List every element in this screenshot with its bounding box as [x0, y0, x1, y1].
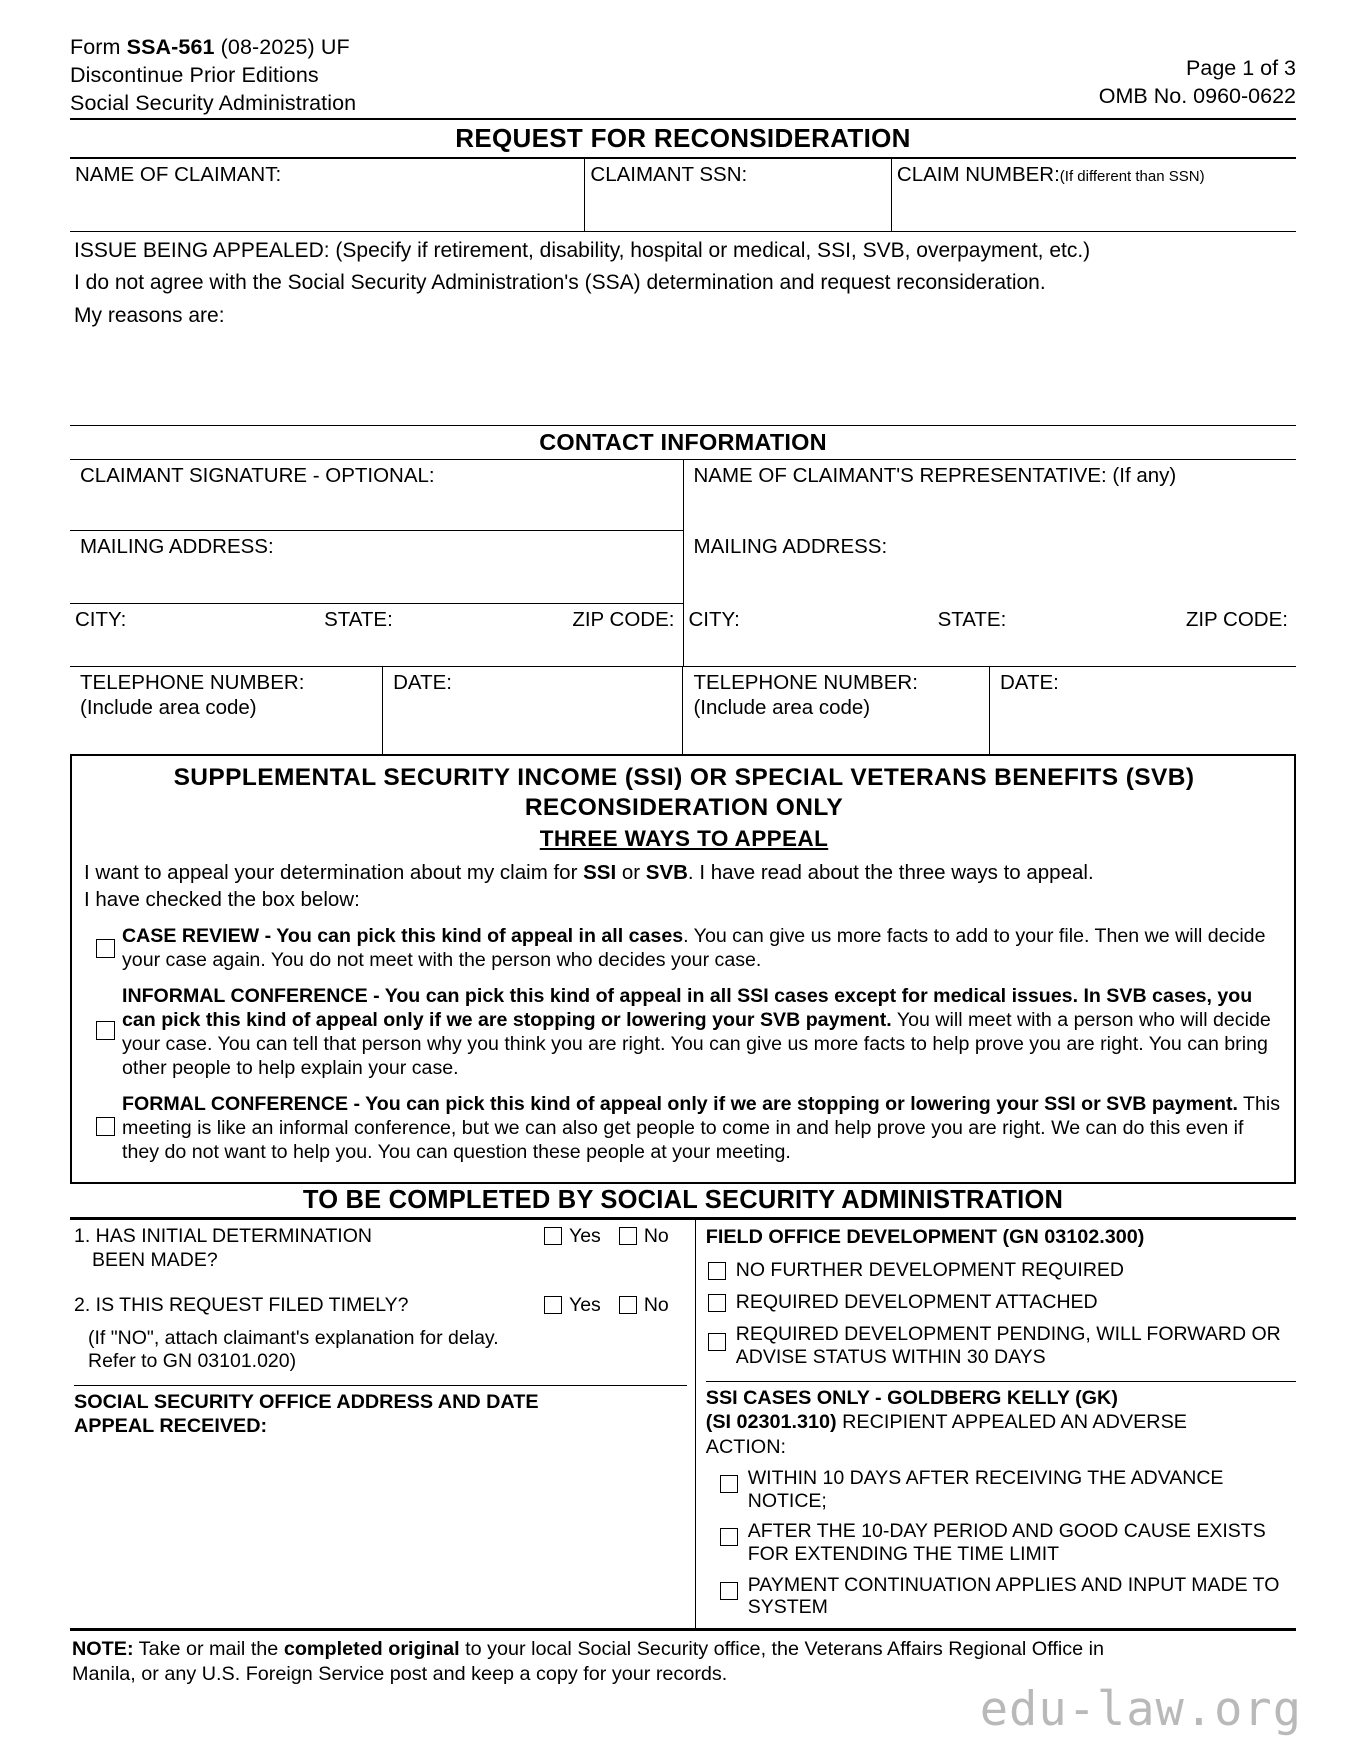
goldberg-kelly-heading	[706, 1382, 1296, 1460]
gk-title-line-3: ACTION:	[705, 1435, 786, 1458]
ssi-heading-line-2: RECONSIDERATION ONLY	[524, 794, 844, 822]
agency-line: Social Security Administration	[70, 90, 357, 115]
question-1-no-label: No	[643, 1225, 669, 1248]
delay-note-line-1: (If "NO", attach claimant's explanation for delay.	[88, 1326, 499, 1349]
claimant-city-state-zip-field[interactable]	[70, 604, 683, 666]
footer-note-line-1	[72, 1637, 1296, 1662]
no-further-development-checkbox[interactable]	[708, 1262, 726, 1280]
question-2-no-label: No	[643, 1294, 669, 1317]
claimant-name-field[interactable]	[70, 159, 585, 231]
gk-after-10-days-label: AFTER THE 10-DAY PERIOD AND GOOD CAUSE EXISTS FOR EXTENDING THE TIME LIMIT	[747, 1520, 1266, 1566]
identity-table	[70, 159, 1296, 231]
page-number: Page 1 of 3	[1186, 56, 1296, 80]
case-review-checkbox[interactable]	[96, 939, 115, 958]
field-office-development-title: FIELD OFFICE DEVELOPMENT (GN 03102.300)	[705, 1226, 1145, 1249]
formal-conference-checkbox[interactable]	[96, 1117, 115, 1136]
claim-number-note: (If different than SSN)	[1059, 167, 1205, 185]
ssi-intro-b: . I have read about the three ways to appeal.	[687, 861, 1094, 885]
issue-line-2: I do not agree with the Social Security Administration's (SSA) determination and request reconsideration.	[74, 271, 1046, 295]
contact-section-title: CONTACT INFORMATION	[539, 429, 827, 456]
case-review-bold: You can pick this kind of appeal in all cases	[276, 925, 684, 948]
form-number-line	[70, 34, 356, 62]
case-review-rest: . You can give us more facts to add to your file. Then we will decide your case again. You do not meet with the person who decides your case.	[122, 925, 1266, 972]
representative-date-label: DATE:	[999, 670, 1059, 694]
question-1-text	[74, 1225, 538, 1272]
appeal-option-informal-conference[interactable]	[84, 983, 1284, 1091]
formal-conference-name: FORMAL CONFERENCE	[122, 1092, 349, 1115]
contact-mailing-table	[70, 530, 1296, 666]
omb-number: OMB No. 0960-0622	[1098, 83, 1296, 108]
claimant-signature-field[interactable]	[70, 460, 683, 530]
question-1-answers[interactable]	[538, 1225, 687, 1248]
form-header	[70, 34, 1296, 118]
case-review-name: CASE REVIEW	[122, 925, 260, 948]
gk-option-row[interactable]	[706, 1512, 1296, 1565]
gk-citation: (SI 02301.310)	[705, 1411, 837, 1434]
ssi-intro-line-1	[84, 860, 1284, 887]
ssi-intro-svb: SVB	[645, 861, 688, 885]
form-prefix: Form	[70, 35, 127, 59]
representative-city-state-zip-field[interactable]	[683, 604, 1296, 666]
gk-within-10-days-label: WITHIN 10 DAYS AFTER RECEIVING THE ADVANCE NOTICE;	[747, 1467, 1224, 1512]
ssa-right-column	[695, 1220, 1296, 1628]
appeal-option-case-review[interactable]	[84, 923, 1284, 983]
claimant-city-label: CITY:	[75, 608, 127, 632]
question-1-yes-label: Yes	[569, 1225, 601, 1248]
footer-note-b: to your local Social Security office, the Veterans Affairs Regional Office in	[459, 1638, 1105, 1661]
claimant-mailing-address-field[interactable]	[70, 531, 683, 604]
representative-name-field[interactable]	[683, 460, 1296, 530]
issue-writing-area[interactable]	[70, 329, 1296, 425]
representative-telephone-label: TELEPHONE NUMBER:	[693, 670, 918, 694]
form-suffix: (08-2025) UF	[214, 35, 350, 59]
informal-conference-name: INFORMAL CONFERENCE	[122, 985, 368, 1008]
form-number: SSA-561	[126, 35, 215, 59]
case-review-text	[122, 925, 1284, 973]
representative-mailing-address-label: MAILING ADDRESS:	[693, 534, 888, 558]
ssi-intro-ssi: SSI	[583, 861, 617, 885]
header-right-block	[1099, 34, 1296, 111]
ssi-heading-line-1: SUPPLEMENTAL SECURITY INCOME (SSI) OR SPECIAL VETERANS BENEFITS (SVB)	[173, 764, 1195, 792]
development-pending-checkbox[interactable]	[708, 1333, 726, 1351]
claimant-mailing-address-label: MAILING ADDRESS:	[80, 535, 274, 559]
ssi-intro	[84, 860, 1284, 923]
representative-zip-label: ZIP CODE:	[1185, 607, 1288, 631]
question-2-row	[74, 1272, 687, 1317]
gk-title-line-1: SSI CASES ONLY - GOLDBERG KELLY (GK)	[705, 1386, 1118, 1409]
question-2-answers[interactable]	[538, 1294, 687, 1317]
question-1-no-checkbox[interactable]	[619, 1227, 637, 1245]
issue-line-3: My reasons are:	[74, 303, 225, 327]
representative-telephone-note: (Include area code)	[693, 695, 871, 719]
contact-table	[70, 460, 1296, 530]
development-pending-label: REQUIRED DEVELOPMENT PENDING, WILL FORWARD OR ADVISE STATUS WITHIN 30 DAYS	[735, 1322, 1281, 1368]
case-review-checkbox-wrap[interactable]	[84, 925, 122, 958]
ssi-svb-box	[70, 754, 1296, 1184]
development-attached-checkbox[interactable]	[708, 1294, 726, 1312]
field-office-item[interactable]	[706, 1282, 1296, 1314]
ssa-table	[70, 1220, 1296, 1628]
question-2-yes-label: Yes	[569, 1294, 601, 1317]
ssi-intro-line-2: I have checked the box below:	[84, 887, 360, 911]
gk-within-10-days-checkbox[interactable]	[720, 1475, 738, 1493]
gk-option-row[interactable]	[706, 1566, 1296, 1619]
watermark: edu-law.org	[979, 1682, 1302, 1737]
office-address-block	[74, 1386, 687, 1438]
informal-conference-dash: -	[367, 985, 385, 1008]
claimant-ssn-label: CLAIMANT SSN:	[590, 162, 748, 186]
question-2-text: 2. IS THIS REQUEST FILED TIMELY?	[74, 1294, 409, 1317]
office-address-line-1: SOCIAL SECURITY OFFICE ADDRESS AND DATE	[74, 1391, 539, 1414]
development-attached-label: REQUIRED DEVELOPMENT ATTACHED	[735, 1290, 1098, 1313]
claimant-name-label: NAME OF CLAIMANT:	[75, 162, 282, 186]
ssa-left-column	[70, 1220, 695, 1628]
delay-note-line-2: Refer to GN 03101.020)	[88, 1350, 297, 1373]
question-1-line-2: BEEN MADE?	[92, 1248, 218, 1271]
appeal-option-formal-conference[interactable]	[84, 1091, 1284, 1175]
formal-conference-text	[122, 1093, 1284, 1165]
representative-date-field[interactable]	[989, 666, 1296, 754]
claimant-state-label: STATE:	[324, 608, 393, 632]
informal-conference-rest: You will meet with a person who will decide your case. You can tell that person why you think you are right. You can give us more facts to help prove you are right. You can bring other people to help explain your case.	[122, 1009, 1271, 1079]
representative-city-label: CITY:	[688, 607, 740, 631]
issue-section	[70, 232, 1296, 426]
ssa-section-title: TO BE COMPLETED BY SOCIAL SECURITY ADMINISTRATION	[302, 1186, 1064, 1215]
page-title: REQUEST FOR RECONSIDERATION	[455, 122, 911, 153]
gk-payment-continuation-checkbox[interactable]	[720, 1582, 738, 1600]
discontinue-line: Discontinue Prior Editions	[70, 62, 319, 87]
gk-after-10-days-checkbox[interactable]	[720, 1528, 738, 1546]
claimant-telephone-label: TELEPHONE NUMBER:	[80, 670, 305, 694]
claimant-date-label: DATE:	[393, 670, 452, 694]
footer-note-line-2: Manila, or any U.S. Foreign Service post and keep a copy for your records.	[72, 1663, 728, 1686]
claimant-telephone-note: (Include area code)	[80, 695, 257, 719]
claim-number-label: CLAIM NUMBER:	[896, 162, 1060, 186]
informal-conference-bold: You can pick this kind of appeal in all SSI cases except for medical issues. In SVB cases, you can pick this kind of appeal only if we are stopping or lowering your SVB payment.	[122, 985, 1253, 1032]
gk-title-line-2	[706, 1410, 1296, 1435]
footer-note-a: Take or mail the	[133, 1638, 284, 1661]
informal-conference-text	[122, 985, 1284, 1081]
formal-conference-dash: -	[348, 1092, 366, 1115]
claimant-date-field[interactable]	[383, 666, 683, 754]
informal-conference-checkbox-wrap[interactable]	[84, 985, 122, 1040]
claimant-zip-label: ZIP CODE:	[572, 608, 675, 632]
office-address-line-2: APPEAL RECEIVED:	[74, 1415, 268, 1438]
footer-note	[70, 1631, 1296, 1686]
informal-conference-checkbox[interactable]	[96, 1021, 115, 1040]
formal-conference-bold: You can pick this kind of appeal only if we are stopping or lowering your SSI or SVB payment.	[365, 1092, 1238, 1115]
representative-name-label: NAME OF CLAIMANT'S REPRESENTATIVE:	[693, 464, 1107, 488]
no-further-development-label: NO FURTHER DEVELOPMENT REQUIRED	[735, 1258, 1124, 1281]
representative-mailing-address-field[interactable]	[683, 531, 1296, 604]
office-address-writing-area[interactable]	[74, 1438, 687, 1628]
formal-conference-rest: This meeting is like an informal conference, but we can also get people to come in and help prove you are right. We can do this even if they do not want to help you. You can question these people at your meeting.	[122, 1092, 1281, 1163]
case-review-dash: -	[259, 925, 277, 948]
question-1-row	[74, 1225, 687, 1272]
field-office-item[interactable]	[706, 1250, 1296, 1282]
gk-payment-continuation-label: PAYMENT CONTINUATION APPLIES AND INPUT MADE TO SYSTEM	[747, 1573, 1280, 1619]
representative-telephone-field[interactable]	[683, 666, 990, 754]
representative-state-label: STATE:	[937, 607, 1007, 631]
issue-line-1: ISSUE BEING APPEALED: (Specify if retirement, disability, hospital or medical, SSI, SVB, overpayment, etc.)	[74, 238, 1091, 262]
field-office-item[interactable]	[706, 1314, 1296, 1369]
formal-conference-checkbox-wrap[interactable]	[84, 1093, 122, 1136]
ssi-heading-line-3	[84, 822, 1284, 860]
claimant-telephone-field[interactable]	[70, 666, 383, 754]
gk-option-row[interactable]	[706, 1459, 1296, 1512]
gk-title-rest: RECIPIENT APPEALED AN ADVERSE	[836, 1411, 1187, 1434]
question-1-line-1: 1. HAS INITIAL DETERMINATION	[74, 1225, 372, 1248]
claim-number-field[interactable]	[891, 159, 1296, 231]
footer-note-label: NOTE:	[72, 1638, 134, 1661]
question-2-no-checkbox[interactable]	[619, 1296, 637, 1314]
question-1-yes-checkbox[interactable]	[544, 1227, 562, 1245]
claimant-ssn-field[interactable]	[585, 159, 892, 231]
ssi-intro-a: I want to appeal your determination about my claim for	[84, 861, 584, 885]
representative-name-note: (If any)	[1112, 464, 1177, 488]
footer-note-emphasis: completed original	[283, 1638, 460, 1661]
delay-note	[74, 1318, 687, 1375]
three-ways-to-appeal-label: THREE WAYS TO APPEAL	[539, 826, 829, 852]
claimant-signature-label: CLAIMANT SIGNATURE - OPTIONAL:	[80, 464, 435, 488]
contact-phone-table	[70, 666, 1296, 755]
header-left-block	[70, 34, 356, 118]
ssi-intro-or: or	[616, 861, 646, 885]
question-2-yes-checkbox[interactable]	[544, 1296, 562, 1314]
